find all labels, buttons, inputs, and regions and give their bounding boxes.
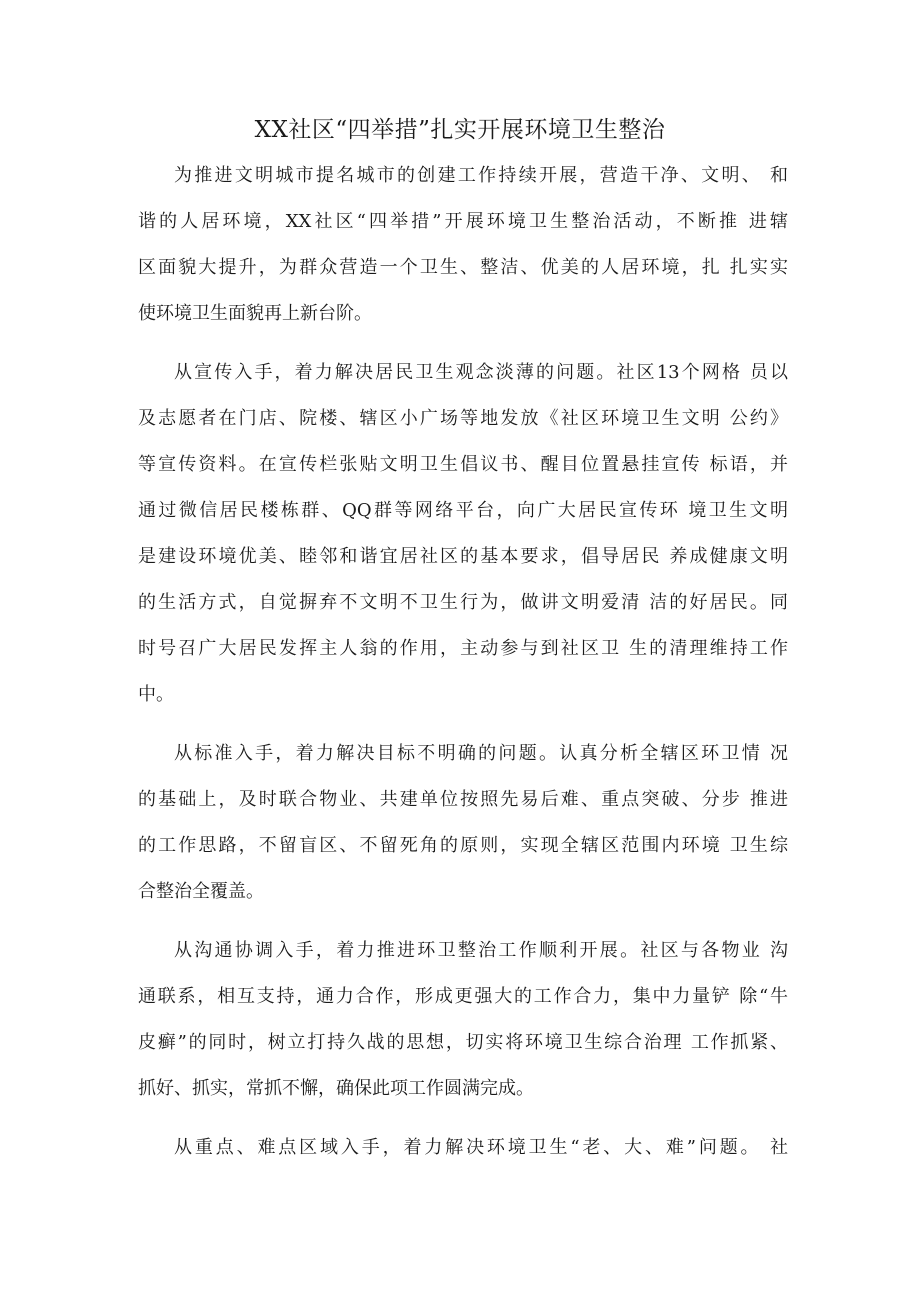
paragraph-line: 通过微信居民楼栋群、QQ群等网络平台，向广大居民宣传环 境卫生文明 (138, 500, 788, 521)
paragraph-line: 等宣传资料。在宣传栏张贴文明卫生倡议书、醒目位置悬挂宣传 标语，并 (138, 454, 788, 475)
paragraph (138, 350, 788, 718)
paragraph-line: 皮癣”的同时，树立打持久战的思想，切实将环境卫生综合治理 工作抓紧、 (138, 1032, 788, 1053)
paragraph-line: 及志愿者在门店、院楼、辖区小广场等地发放《社区环境卫生文明 公约》 (138, 408, 788, 429)
paragraph (138, 153, 788, 337)
paragraph (138, 1125, 788, 1171)
document-body (138, 153, 788, 1184)
paragraph-line: 谐的人居环境，XX社区“四举措”开展环境卫生整治活动，不断推 进辖 (138, 211, 788, 232)
paragraph (138, 731, 788, 915)
paragraph-line: 合整治全覆盖。 (138, 881, 264, 902)
paragraph-line: 从重点、难点区域入手，着力解决环境卫生“老、大、难”问题。 社 (174, 1137, 788, 1158)
paragraph-line: 中。 (138, 684, 174, 705)
paragraph-line: 从宣传入手，着力解决居民卫生观念淡薄的问题。社区13个网格 员以 (174, 362, 788, 383)
paragraph (138, 928, 788, 1112)
paragraph-line: 从标准入手，着力解决目标不明确的问题。认真分析全辖区环卫情 况 (174, 743, 788, 764)
paragraph-line: 使环境卫生面貌再上新台阶。 (138, 303, 372, 324)
paragraph-line: 的生活方式，自觉摒弃不文明不卫生行为，做讲文明爱清 洁的好居民。同 (138, 592, 788, 613)
paragraph-line: 抓好、抓实，常抓不懈，确保此项工作圆满完成。 (138, 1078, 534, 1099)
paragraph-line: 从沟通协调入手，着力推进环卫整治工作顺利开展。社区与各物业 沟 (174, 940, 788, 961)
paragraph-line: 的基础上，及时联合物业、共建单位按照先易后难、重点突破、分步 推进 (138, 789, 788, 810)
paragraph-line: 的工作思路，不留盲区、不留死角的原则，实现全辖区范围内环境 卫生综 (138, 835, 788, 856)
paragraph-line: 为推进文明城市提名城市的创建工作持续开展，营造干净、文明、 和 (174, 165, 788, 186)
document-title: XX社区“四举措”扎实开展环境卫生整治 (254, 117, 666, 143)
paragraph-line: 是建设环境优美、睦邻和谐宜居社区的基本要求，倡导居民 养成健康文明 (138, 546, 788, 567)
paragraph-line: 通联系，相互支持，通力合作，形成更强大的工作合力，集中力量铲 除“牛 (138, 986, 788, 1007)
paragraph-line: 区面貌大提升，为群众营造一个卫生、整洁、优美的人居环境，扎 扎实实 (138, 257, 788, 278)
paragraph-line: 时号召广大居民发挥主人翁的作用，主动参与到社区卫 生的清理维持工作 (138, 638, 788, 659)
